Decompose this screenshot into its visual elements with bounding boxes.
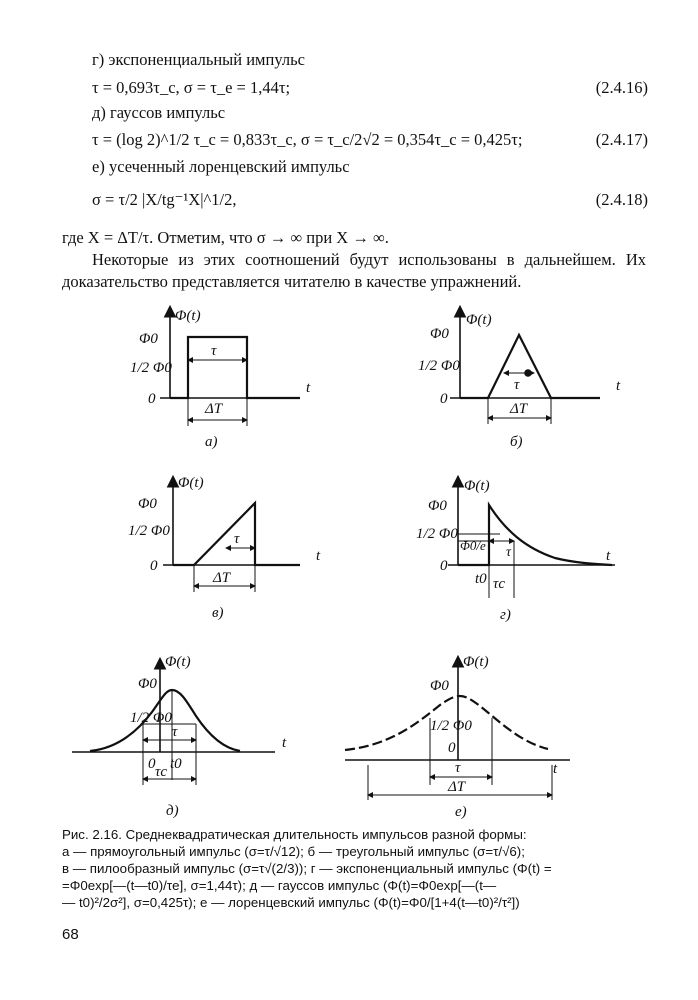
zero-label: 0 — [440, 558, 448, 574]
level-full: Φ0 — [138, 676, 157, 692]
equation-2-4-18: σ = τ/2 |X/tg⁻¹X|^1/2, — [92, 190, 237, 209]
caption-line: — t0)²/2σ²], σ=0,425τ); е — лоренцевский импульс (Φ(t)=Φ0/[1+4(t—t0)²/τ²]) — [62, 895, 520, 910]
equation-number: (2.4.17) — [595, 130, 648, 149]
zero-label: 0 — [148, 756, 156, 772]
level-half: 1/2 Φ0 — [128, 523, 170, 539]
y-axis-label: Φ(t) — [165, 654, 191, 670]
tau-c-label: τc — [493, 576, 506, 592]
panel-v-sawtooth — [163, 478, 300, 592]
tau-label: τ — [514, 377, 520, 393]
level-full: Φ0 — [430, 326, 449, 342]
tau-label: τ — [455, 760, 461, 776]
x-axis-label: t — [553, 761, 558, 777]
caption — [62, 826, 644, 911]
phi0-over-e-label: Φ0/e — [460, 538, 486, 553]
caption-line: в — пилообразный импульс (σ=τ√(2/3)); г — экспоненциальный импульс (Φ(t) = — [62, 861, 552, 876]
y-axis-label: Φ(t) — [464, 478, 490, 494]
level-half: 1/2 Φ0 — [418, 358, 460, 374]
zero-label: 0 — [148, 391, 156, 407]
zero-label: 0 — [448, 740, 456, 756]
y-axis-label: Φ(t) — [466, 312, 492, 328]
level-full: Φ0 — [138, 496, 157, 512]
tau-label: τ — [211, 343, 217, 359]
delta-t-label: ΔT — [448, 779, 466, 795]
level-full: Φ0 — [428, 498, 447, 514]
zero-label: 0 — [440, 391, 448, 407]
level-half: 1/2 Φ0 — [416, 526, 458, 542]
delta-t-label: ΔT — [205, 401, 223, 417]
panel-label-b: б) — [510, 434, 523, 450]
level-half: 1/2 Φ0 — [430, 718, 472, 734]
equation-number: (2.4.18) — [595, 190, 648, 209]
panel-label-d: д) — [166, 803, 179, 819]
tau-c-label: τc — [155, 764, 168, 780]
zero-label: 0 — [150, 558, 158, 574]
t0-label: t0 — [475, 571, 487, 587]
x-axis-label: t — [606, 548, 611, 564]
equation-2-4-16: τ = 0,693τ_c, σ = τ_e = 1,44τ; — [92, 78, 291, 97]
where-line: где X = ΔT/τ. Отметим, что σ → ∞ при X → ∞. — [62, 228, 389, 247]
panel-label-a: а) — [205, 434, 218, 450]
panel-label-g: г) — [500, 607, 511, 623]
tau-label: τ — [234, 531, 240, 547]
equation-number: (2.4.16) — [595, 78, 648, 97]
y-axis-label: Φ(t) — [463, 654, 489, 670]
delta-t-label: ΔT — [213, 570, 231, 586]
caption-title: Рис. 2.16. Среднеквадратическая длительность импульсов разной формы: — [62, 827, 527, 842]
x-axis-label: t — [616, 378, 621, 394]
item-lorentz: е) усеченный лоренцевский импульс — [92, 157, 350, 176]
caption-line: а — прямоугольный импульс (σ=τ/√12); б — треугольный импульс (σ=τ/√6); — [62, 844, 525, 859]
t0-label: t0 — [170, 756, 182, 772]
delta-t-label: ΔT — [510, 401, 528, 417]
tau-label: τ — [506, 545, 512, 560]
page-number: 68 — [62, 926, 79, 943]
level-half: 1/2 Φ0 — [130, 710, 172, 726]
x-axis-label: t — [316, 548, 321, 564]
x-axis-label: t — [306, 380, 311, 396]
paragraph: Некоторые из этих соотношений будут использованы в дальнейшем. Их доказательство представляется читателю в качестве упражнений. — [62, 250, 646, 291]
panel-a-rectangular — [160, 308, 300, 426]
x-axis-label: t — [282, 735, 287, 751]
panel-label-v: в) — [212, 605, 224, 621]
y-axis-label: Φ(t) — [175, 308, 201, 324]
equation-2-4-17: τ = (log 2)^1/2 τ_c = 0,833τ_c, σ = τ_c/2√2 = 0,354τ_c = 0,425τ; — [92, 130, 523, 149]
tau-label: τ — [172, 724, 178, 740]
item-exponential: г) экспоненциальный импульс — [92, 50, 305, 69]
y-axis-label: Φ(t) — [178, 475, 204, 491]
caption-line: =Φ0exp[—(t—t0)/τe], σ=1,44τ); д — гауссов импульс (Φ(t)=Φ0exp[—(t— — [62, 878, 497, 893]
item-gaussian: д) гауссов импульс — [92, 103, 226, 122]
level-full: Φ0 — [430, 678, 449, 694]
level-full: Φ0 — [139, 331, 158, 347]
panel-label-e: е) — [455, 804, 467, 820]
level-half: 1/2 Φ0 — [130, 360, 172, 376]
